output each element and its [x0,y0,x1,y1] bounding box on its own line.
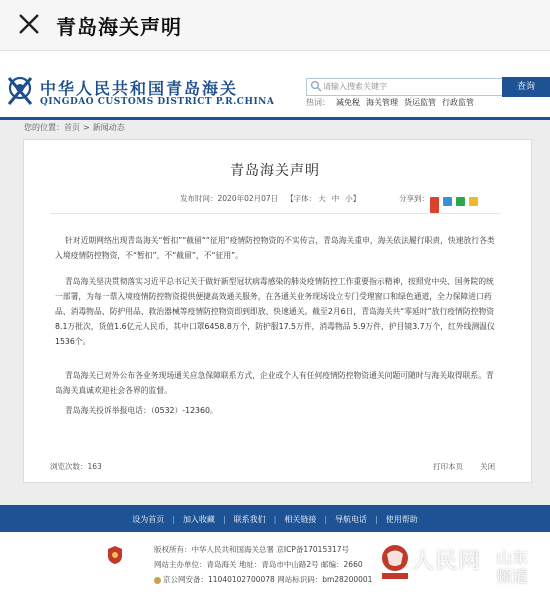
header-divider [0,117,550,120]
hot-words-label: 热词： [306,98,330,107]
app-topbar [0,0,550,51]
watermark-brand: 人民网 [412,549,482,574]
footer-separator: | [222,515,226,524]
view-count-value: 163 [87,462,102,471]
footer-link-home[interactable]: 设为首页 [132,515,165,524]
hot-word-link[interactable]: 减免税 [336,98,360,107]
site-name: 中华人民共和国青岛海关 [40,79,239,98]
font-medium-button[interactable]: 中 [331,194,340,203]
gov-error-icon[interactable] [376,541,414,581]
footer-separator: | [273,515,277,524]
publish-date: 发布时间：2020年02月07日 [180,194,279,203]
footer-link-contact[interactable]: 联系我们 [233,515,266,524]
footer-link-related[interactable]: 相关链接 [284,515,317,524]
print-link[interactable]: 打印本页 [433,462,463,471]
search-icon [310,80,322,92]
share-qzone-icon[interactable] [443,197,452,206]
share-bookmark-icon[interactable] [469,197,478,206]
breadcrumb [24,122,125,133]
close-link[interactable]: 关闭 [480,462,495,471]
hot-word-link[interactable]: 海关管理 [366,98,398,107]
footer-link-phone[interactable]: 导航电话 [335,515,368,524]
close-icon[interactable] [16,11,42,37]
gov-badge-icon[interactable] [107,545,123,565]
font-large-button[interactable]: 大 [318,194,326,203]
article-paragraph: 青岛海关投诉举报电话：（0532）-12360。 [65,406,218,415]
watermark-url: sd.people.cn [413,575,478,585]
view-count-label: 浏览次数： [50,462,88,471]
search-button[interactable]: 查询 [502,77,550,97]
footer-link-help[interactable]: 使用帮助 [385,515,418,524]
breadcrumb-news[interactable]: 新闻动态 [92,123,125,132]
footer-separator: | [324,515,328,524]
share-wechat-icon[interactable] [456,197,465,206]
article-meta [180,193,368,204]
copyright-line: 版权所有：中华人民共和国海关总署 京ICP备17015317号 [154,545,350,554]
footer-separator: | [172,515,175,524]
site-name-en: QINGDAO CUSTOMS DISTRICT P.R.CHINA [40,97,275,107]
article-paragraph: 青岛海关坚决贯彻落实习近平总书记关于做好新型冠状病毒感染的肺炎疫情防控工作重要指示精神，按照党中央、国务院的统一部署，为每一票入境疫情防控物资提供便捷高效通关服务，在各通关业务现场设立专门受理窗口和绿色通道，全力保障进口药品、消毒物品、防护用品、救治器械等疫情防控物资即到即放、快速通关。截至2月6日，青岛海关共“零延时”放行疫情防控物资8.1万批次，货值1.6亿元人民币，其中口罩6458.8万个，防护服17.5万件，消毒物品 5.9万件，护目镜3.7万个，红外线测温仪1536个。 [55,277,495,346]
footer-nav [0,514,550,525]
share-label: 分享到： [399,194,429,203]
article-paragraph: 青岛海关已对外公布各业务现场通关应急保障联系方式，企业或个人有任何疫情防控物资通关问题可随时与海关取得联系。青岛海关真诚欢迎社会各界的监督。 [55,371,494,395]
view-count [50,461,102,472]
breadcrumb-label: 您的位置： [24,123,64,132]
share-more-icon[interactable] [430,204,439,213]
police-badge-icon [154,577,161,584]
footer-link-favorite[interactable]: 加入收藏 [182,515,215,524]
font-small-button[interactable]: 小 [345,194,353,203]
police-record-line [154,574,372,585]
font-size-label: 【字体： [286,194,317,203]
breadcrumb-home[interactable]: 首页 [64,123,80,132]
organizer-line: 网站主办单位：青岛海关 地址：青岛市中山路2号 邮编：2660 [154,560,363,569]
hot-word-link[interactable]: 行政监管 [442,98,474,107]
customs-emblem-icon [4,74,36,108]
article-paragraph: 针对近期网络出现青岛海关“暂扣”“截留”“征用”疫情防控物资的不实传言，青岛海关重申，海关依法履行职责，快速放行各类入境疫情防控物资，不“暂扣”，不“截留”，不“征用”。 [55,236,495,260]
font-size-label-end: 】 [352,194,361,203]
footer-separator: | [375,515,378,524]
search-input[interactable]: 请输入搜索关键字 [306,78,514,96]
watermark-region: 山东频道 [496,548,529,586]
hot-words [306,97,480,108]
police-record-text: 京公网安备：11040102700078 网站标识码：bm28200001 [163,575,373,584]
hot-word-link[interactable]: 货运监管 [404,98,436,107]
breadcrumb-separator: > [83,123,90,132]
article-title: 青岛海关声明 [230,163,320,179]
article-divider [50,213,500,214]
window-title: 青岛海关声明 [56,15,182,39]
